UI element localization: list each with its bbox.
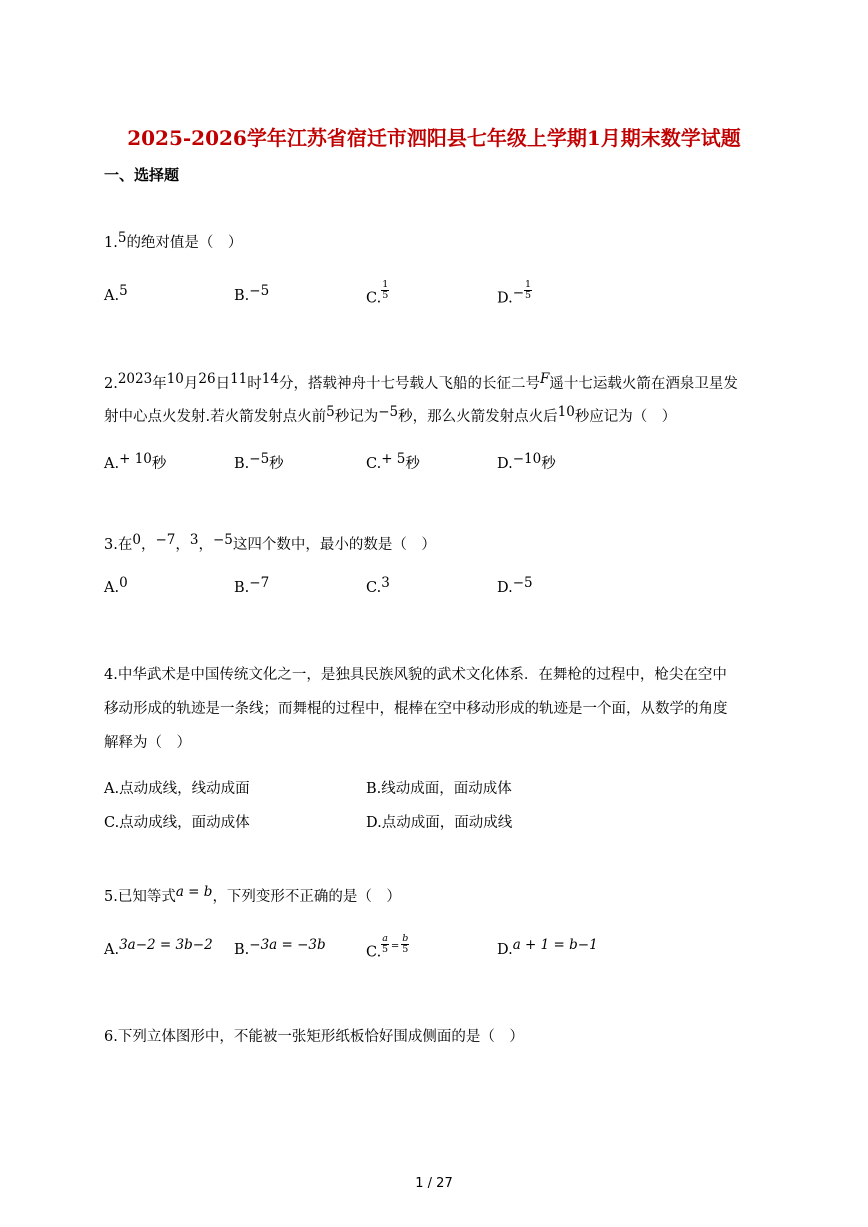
option-a: A.点动成线，线动成面	[104, 781, 250, 797]
question-2-line-1: 2.2023年10月26日11时14分，搭载神舟十七号载人飞船的长征二号F遥十七运载火箭在酒泉卫星发	[104, 371, 738, 392]
option-d: D.−10秒	[497, 451, 556, 472]
question-4-options-row-1	[104, 777, 768, 803]
option-b: B.−3a = −3b	[234, 937, 326, 958]
question-3-options	[104, 575, 768, 606]
option-b: B.−5秒	[234, 451, 284, 472]
option-b: B.线动成面，面动成体	[366, 781, 512, 797]
option-d: D.− $\frac{1}{5}$	[497, 279, 532, 307]
option-c: C.3	[366, 575, 390, 596]
document-title: 2025-2026学年江苏省宿迁市泗阳县七年级上学期1月期末数学试题	[127, 126, 741, 150]
question-5-options	[104, 933, 768, 968]
question-2-line-2: 射中心点火发射.若火箭发射点火前5秒记为−5秒，那么火箭发射点火后10秒应记为（ ）	[104, 404, 677, 425]
question-5: 5.已知等式a = b，下列变形不正确的是（ ）	[104, 884, 401, 905]
question-3: 3.在0，−7，3，−5这四个数中，最小的数是（ ）	[104, 532, 436, 553]
option-d: D.a + 1 = b−1	[497, 937, 598, 958]
question-1: 1.5的绝对值是（ ）	[104, 230, 243, 251]
option-d: D.点动成面，面动成线	[366, 815, 513, 831]
question-4-options-row-2	[104, 811, 768, 837]
option-b: B.−5	[234, 283, 270, 304]
section-heading: 一、选择题	[104, 166, 180, 184]
option-a: A.+ 10秒	[104, 451, 167, 472]
question-1-options	[104, 279, 768, 314]
option-c: C. $\frac{1}{5}$	[366, 279, 389, 307]
question-4-line-1: 4.中华武术是中国传统文化之一，是独具民族风貌的武术文化体系．在舞枪的过程中，枪尖在空中	[104, 667, 727, 683]
option-c: C.点动成线，面动成体	[104, 815, 250, 831]
option-a: A.3a−2 = 3b−2	[104, 937, 213, 958]
option-a: A.0	[104, 575, 128, 596]
question-4-line-3: 解释为（ ）	[104, 735, 191, 751]
option-a: A.5	[104, 283, 128, 304]
question-6: 6.下列立体图形中，不能被一张矩形纸板恰好围成侧面的是（ ）	[104, 1029, 524, 1045]
option-c: C. $\frac{a}{5}$ = $\frac{b}{5}$	[366, 933, 409, 961]
option-c: C.+ 5秒	[366, 451, 420, 472]
question-4-line-2: 移动形成的轨迹是一条线；而舞棍的过程中，棍棒在空中移动形成的轨迹是一个面，从数学的角度	[104, 701, 728, 717]
option-d: D.−5	[497, 575, 533, 596]
page-number: 1 / 27	[415, 1176, 453, 1191]
option-b: B.−7	[234, 575, 270, 596]
question-2-options	[104, 452, 768, 478]
